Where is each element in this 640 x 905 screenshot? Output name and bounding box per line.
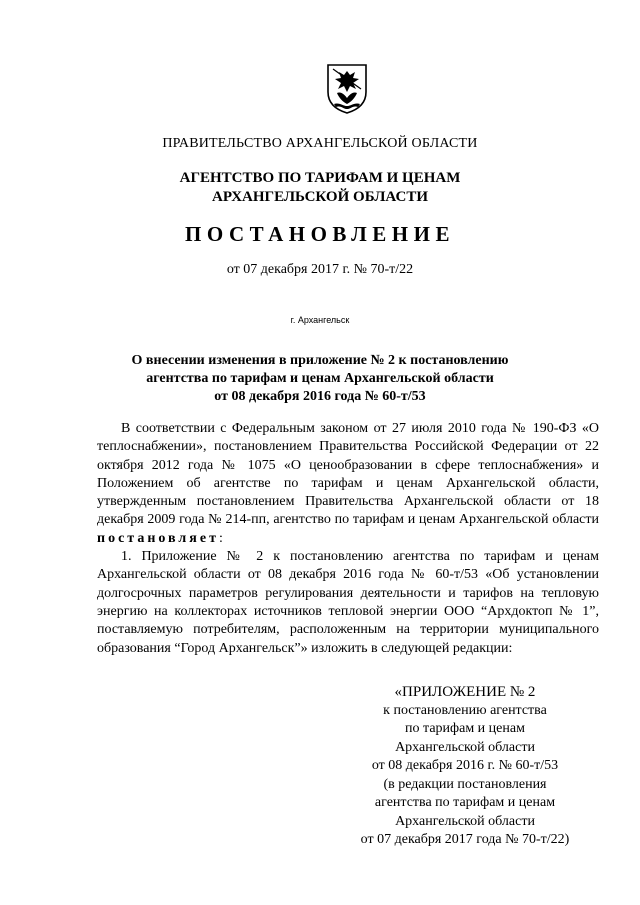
- arkhangelsk-coat-of-arms-icon: [325, 62, 369, 114]
- appendix-line: Архангельской области: [395, 813, 535, 829]
- preamble-paragraph: [97, 420, 599, 548]
- government-name: ПРАВИТЕЛЬСТВО АРХАНГЕЛЬСКОЙ ОБЛАСТИ: [162, 136, 478, 151]
- document-type: ПОСТАНОВЛЕНИЕ: [185, 222, 455, 246]
- appendix-line: (в редакции постановления: [383, 776, 547, 792]
- appendix-line: от 08 декабря 2016 г. № 60-т/53: [371, 758, 559, 773]
- appendix-line: агентства по тарифам и ценам: [374, 795, 556, 810]
- subject-line: агентства по тарифам и ценам Архангельской области: [146, 371, 494, 386]
- preamble-text: В соответствии с Федеральным законом от 27 июля 2010 года № 190-ФЗ «О теплоснабжении», постановлением Правительства Российской Федерации от 22 октября 2012 года № 1075 «О ценообразовании в сфере теплоснабжения» и Положением об агентстве по тарифам и ценам Архангельской области, утвержденным постановлением Правительства Архангельской области от 18 декабря 2009 года № 214-пп, агентство по тарифам и ценам Архангельской области: [97, 421, 599, 528]
- appendix-line: Архангельской области: [395, 739, 535, 755]
- document-date-number: от 07 декабря 2017 г. № 70-т/22: [226, 262, 414, 277]
- preamble-end: :: [218, 530, 223, 546]
- appendix-line: по тарифам и ценам: [405, 721, 525, 736]
- document-subject: [0, 352, 640, 406]
- agency-name: [0, 169, 640, 207]
- subject-line: О внесении изменения в приложение № 2 к постановлению: [131, 353, 509, 368]
- resolves-keyword: постановляет: [97, 530, 219, 546]
- appendix-line: «ПРИЛОЖЕНИЕ № 2: [394, 684, 536, 700]
- appendix-header: [330, 683, 600, 850]
- appendix-line: от 07 декабря 2017 года № 70-т/22): [360, 832, 570, 847]
- document-city: г. Архангельск: [290, 315, 350, 325]
- document-body: [97, 420, 599, 658]
- clause-1-paragraph: 1. Приложение № 2 к постановлению агентства по тарифам и ценам Архангельской области от 08 декабря 2016 года № 60-т/53 «Об установлении долгосрочных параметров регулирования деятельности и тарифов на тепловую энергию на коллекторах источников тепловой энергии ООО “Архдоктоп № 1”, поставляемую потребителям, расположенным на территории муниципального образования “Город Архангельск”» изложить в следующей редакции:: [97, 549, 599, 656]
- appendix-line: к постановлению агентства: [383, 702, 547, 718]
- subject-line: от 08 декабря 2016 года № 60-т/53: [214, 389, 426, 404]
- agency-name-line: АГЕНТСТВО ПО ТАРИФАМ И ЦЕНАМ: [179, 170, 461, 186]
- agency-name-line: АРХАНГЕЛЬСКОЙ ОБЛАСТИ: [212, 189, 428, 205]
